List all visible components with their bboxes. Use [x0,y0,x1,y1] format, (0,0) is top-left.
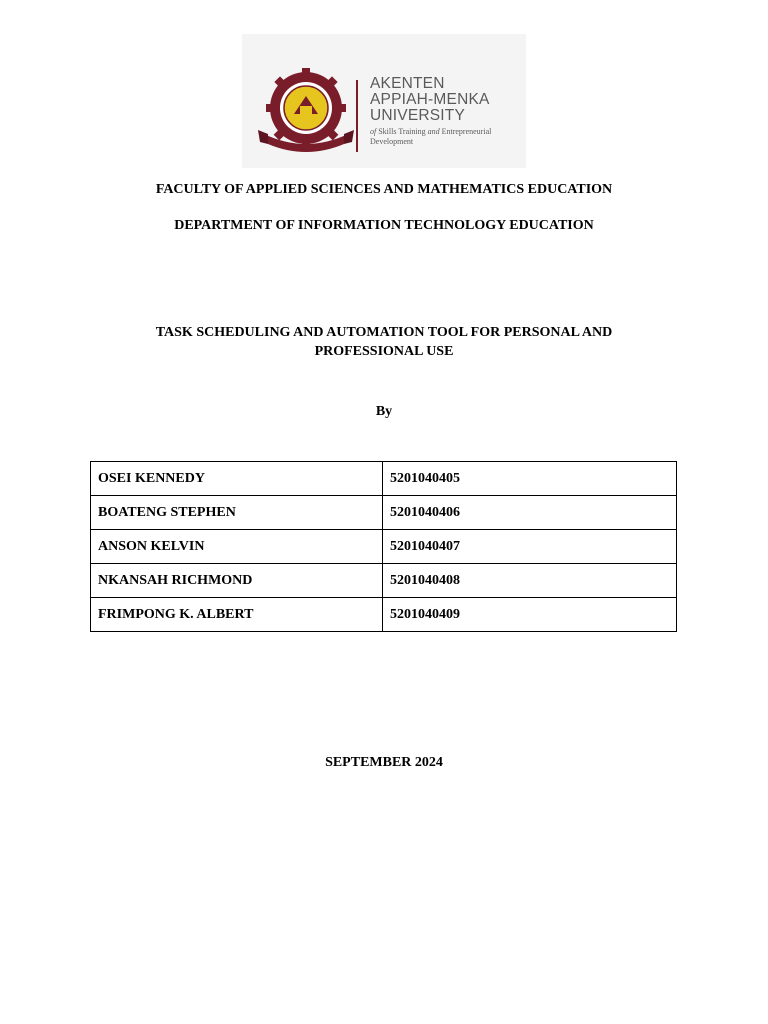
by-label: By [375,404,393,419]
logo-divider [356,80,358,152]
authors-table [90,461,677,632]
project-title: TASK SCHEDULING AND AUTOMATION TOOL FOR PERSONAL AND PROFESSIONAL USE [155,325,613,359]
department-heading: DEPARTMENT OF INFORMATION TECHNOLOGY EDUCATION [174,218,594,233]
submission-date: SEPTEMBER 2024 [325,755,443,770]
logo-tagline: of Skills Training and Entrepreneurial Development [370,127,492,146]
university-logo [242,34,526,168]
table-row [91,564,677,598]
logo-line-appiah-menka: APPIAH-MENKA [370,91,490,108]
author-id: 5201040409 [383,598,677,632]
table-row [91,462,677,496]
logo-wordmark [370,76,520,147]
author-name: FRIMPONG K. ALBERT [91,598,383,632]
logo-line-university: UNIVERSITY [370,107,466,124]
table-row [91,496,677,530]
author-id: 5201040407 [383,530,677,564]
logo-line-akenten: AKENTEN [370,75,445,92]
author-id: 5201040405 [383,462,677,496]
author-name: BOATENG STEPHEN [91,496,383,530]
author-name: OSEI KENNEDY [91,462,383,496]
faculty-heading: FACULTY OF APPLIED SCIENCES AND MATHEMATICS EDUCATION [155,182,613,197]
author-id: 5201040408 [383,564,677,598]
author-id: 5201040406 [383,496,677,530]
table-row [91,598,677,632]
table-row [91,530,677,564]
author-name: ANSON KELVIN [91,530,383,564]
author-name: NKANSAH RICHMOND [91,564,383,598]
university-seal-icon [256,68,356,158]
